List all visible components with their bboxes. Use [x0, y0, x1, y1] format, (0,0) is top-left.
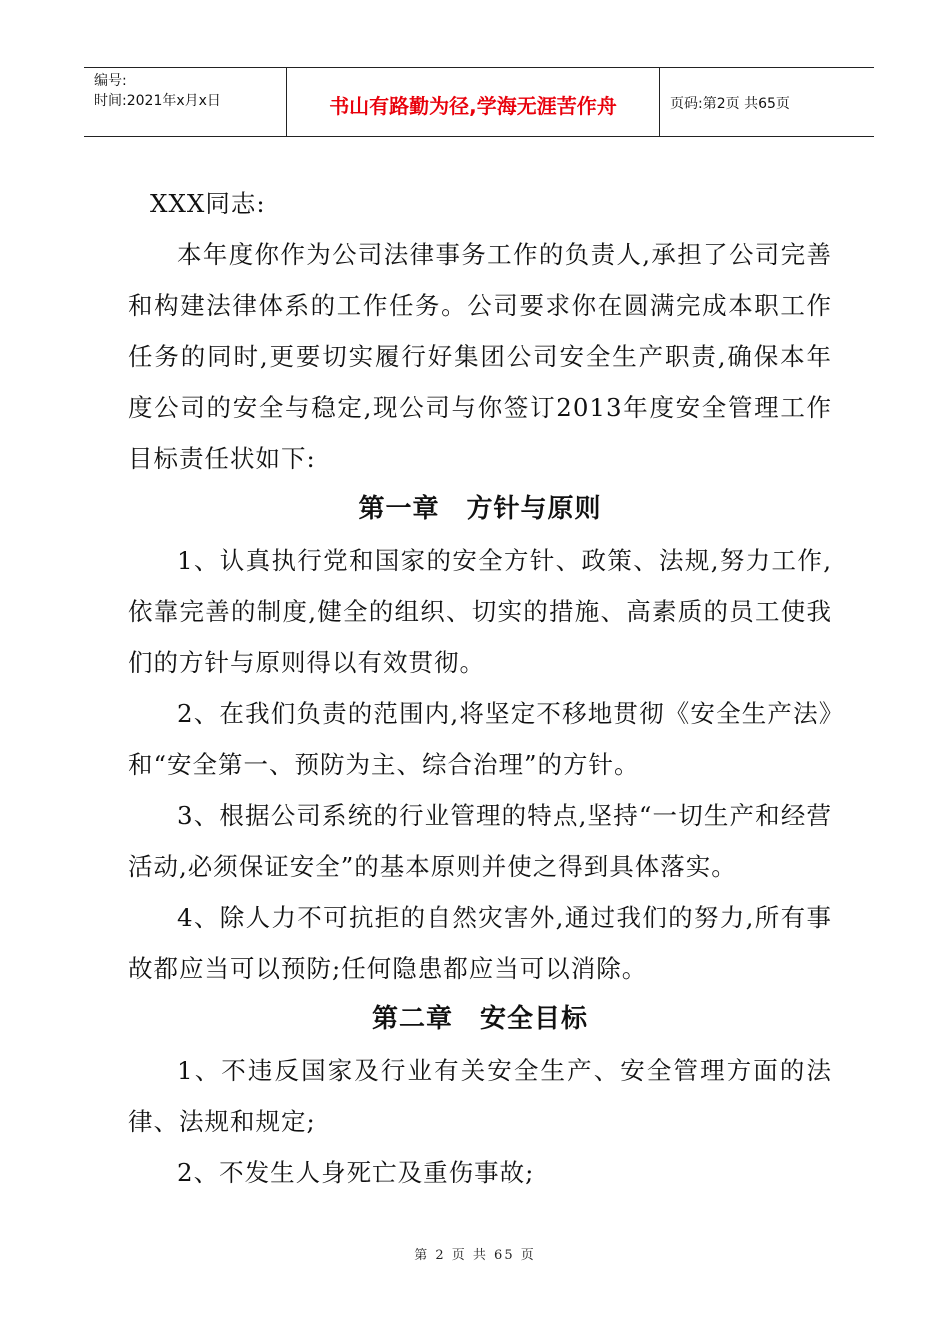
document-body	[128, 178, 832, 1198]
header-page-number: 页码:第2页 共65页	[670, 96, 790, 112]
header-meta	[84, 68, 286, 136]
salutation: XXX同志:	[150, 189, 266, 218]
chapter-1-item-3: 3、根据公司系统的行业管理的特点,坚持“一切生产和经营活动,必须保证安全”的基本原则并使之得到具体落实。	[128, 801, 832, 881]
page-footer: 第 2 页 共 65 页	[414, 1248, 536, 1263]
document-number: 编号:	[94, 73, 127, 89]
chapter-2-item-2: 2、不发生人身死亡及重伤事故;	[177, 1158, 535, 1187]
chapter-1-item-2: 2、在我们负责的范围内,将坚定不移地贯彻《安全生产法》和“安全第一、预防为主、综合治理”的方针。	[128, 699, 832, 779]
intro-paragraph: 本年度你作为公司法律事务工作的负责人,承担了公司完善和构建法律体系的工作任务。公司要求你在圆满完成本职工作任务的同时,更要切实履行好集团公司安全生产职责,确保本年度公司的安全与稳定,现公司与你签订2013年度安全管理工作目标责任状如下:	[128, 240, 832, 473]
chapter-1-item-4: 4、除人力不可抗拒的自然灾害外,通过我们的努力,所有事故都应当可以预防;任何隐患都应当可以消除。	[128, 903, 832, 983]
chapter-1-item-1: 1、认真执行党和国家的安全方针、政策、法规,努力工作,依靠完善的制度,健全的组织、切实的措施、高素质的员工使我们的方针与原则得以有效贯彻。	[128, 546, 832, 677]
document-time: 时间:2021年x月x日	[94, 93, 221, 109]
header-motto: 书山有路勤为径,学海无涯苦作舟	[286, 68, 660, 136]
chapter-2-item-1: 1、不违反国家及行业有关安全生产、安全管理方面的法律、法规和规定;	[128, 1056, 832, 1136]
chapter-2-title: 第二章 安全目标	[371, 1004, 588, 1034]
page-header	[84, 67, 874, 137]
chapter-1-title: 第一章 方针与原则	[358, 494, 602, 524]
